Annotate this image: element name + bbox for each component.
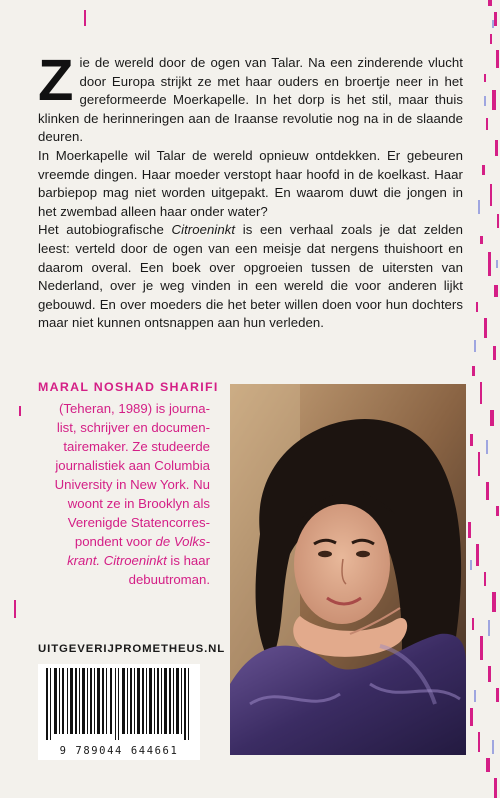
author-name: MARAL NOSHAD SHARIFI [38,380,219,394]
blurb-text [38,48,463,333]
publisher-url[interactable]: UITGEVERIJPROMETHEUS.NL [38,643,226,655]
isbn-barcode [38,664,200,760]
decorative-tick [84,10,86,26]
author-bio: (Teheran, 1989) is journa- list, schrijver en documen- tairemaker. Ze studeerde journalistiek aan Columbia University in New York. Nu woont ze in Brooklyn als Verenigde Statencorres- pondent voor de Volks- krant. Citroeninkt is haar debuutroman. [54,401,210,587]
decorative-tick [19,406,21,416]
blurb-paragraph-2: In Moerkapelle wil Talar de wereld opnieuw ontdekken. Er gebeuren vreemde dingen. Haar moeder verstopt haar hoofd in de koelkast. Haar barbiepop mag niet worden uitgepakt. En waarom duwt die jongen in het zwembad alleen haar onder water? [38,147,463,219]
isbn-digits: 9 789044 644661 [59,745,179,757]
blurb-paragraph-3: Het autobiografische Citroeninkt is een verhaal zoals je dat zelden leest: verteld door de ogen van een meisje dat nergens thuishoort en daarom overal. Een boek over opgroeien tussen de uitersten van Nederland, over je weg vinden in een wereld die voor anderen lijkt gebouwd. En over moeders die het beter willen doen voor hun dochters maar niet kunnen ontsnappen aan hun verleden. [38,222,463,331]
decorative-tick [14,600,16,618]
drop-cap: Z [38,48,74,113]
barcode-bars [38,664,200,744]
decorative-edge-strip [466,0,500,798]
author-photo [230,384,466,755]
blurb-paragraph-1: Zie de wereld door de ogen van Talar. Na een zinderende vlucht door Europa strijkt ze met haar ouders en broertje neer in het gereformeerde Moerkapelle. In het dorp is het stil, maar thuis klinken de herinneringen aan de Iraanse revolutie nog na in de slaande deuren. [38,48,463,145]
book-title: Citroeninkt [171,222,236,238]
